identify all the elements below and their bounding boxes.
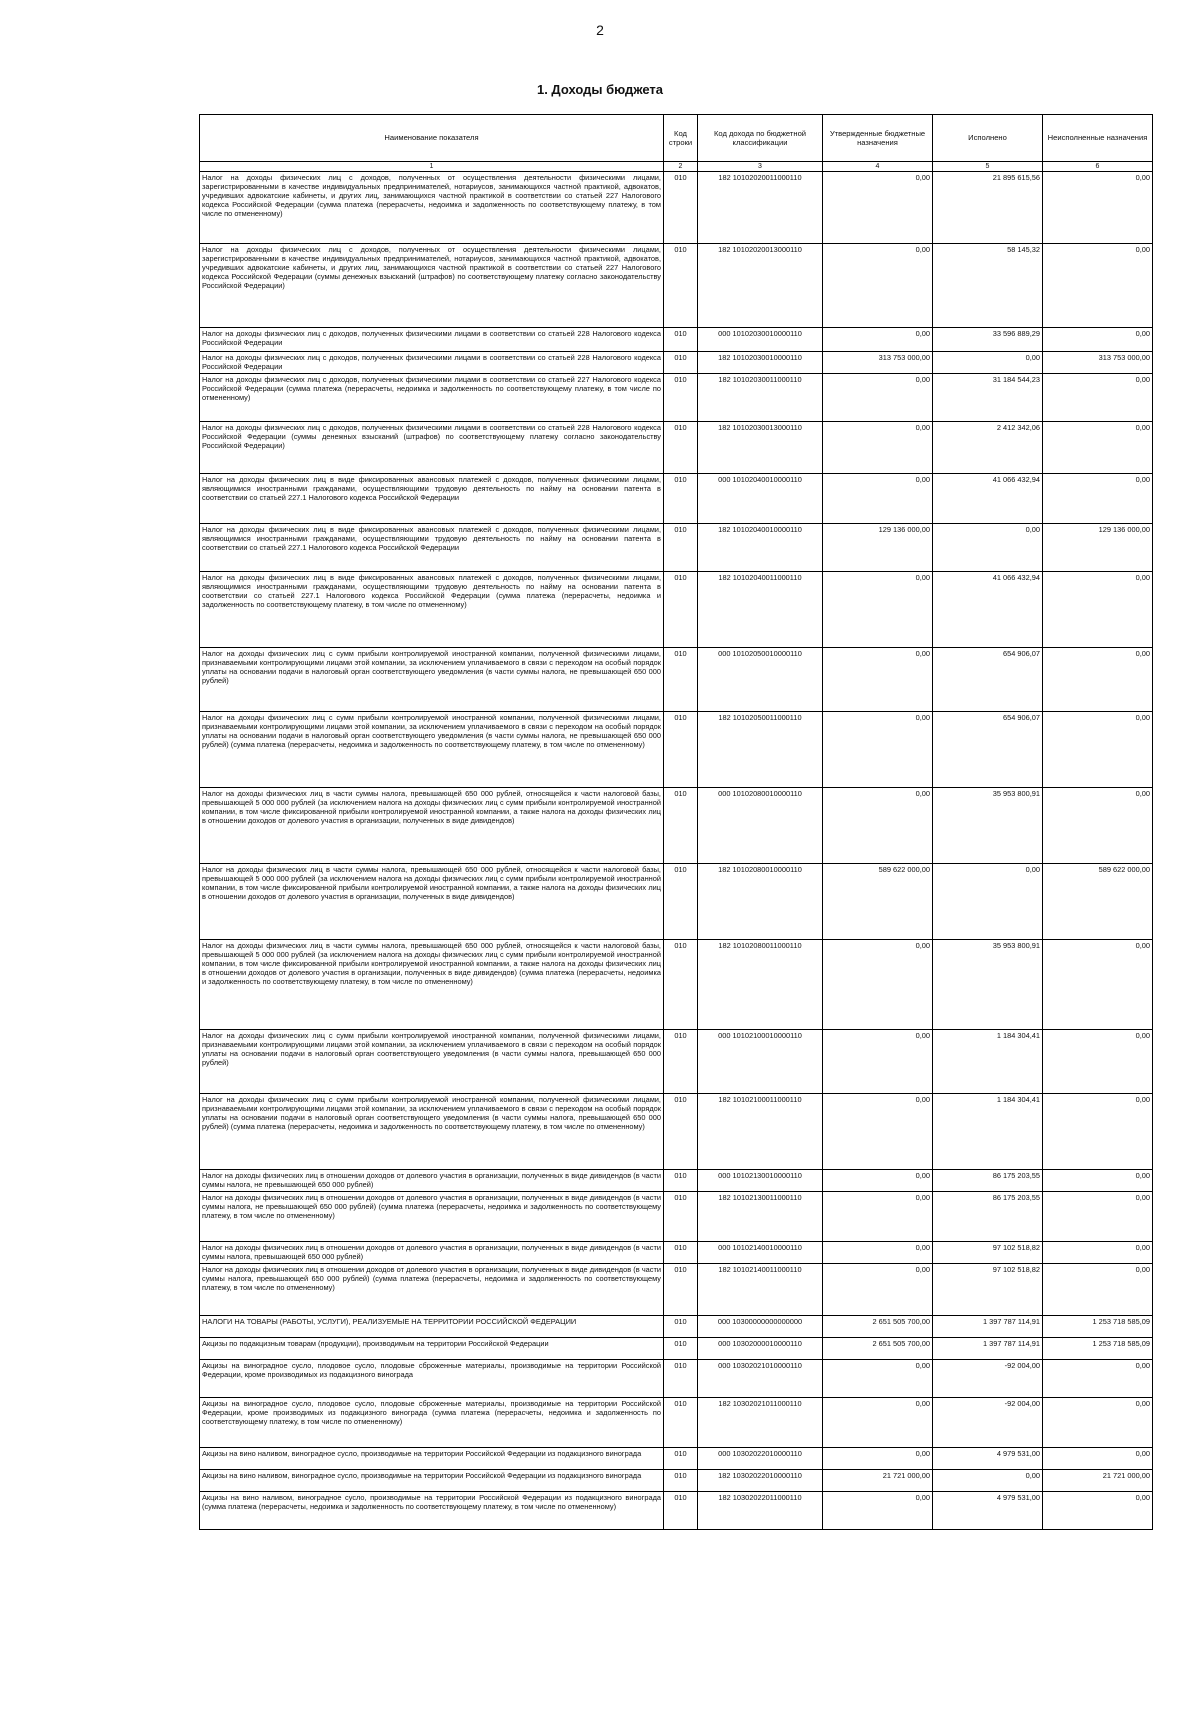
row-kbk: 182 10102030011000110: [698, 374, 823, 422]
row-approved: 0,00: [823, 940, 933, 1030]
row-executed: 41 066 432,94: [933, 474, 1043, 524]
row-approved: 0,00: [823, 244, 933, 328]
row-unexecuted: 0,00: [1043, 1398, 1153, 1448]
table-row: [200, 172, 1153, 244]
row-name: Акцизы на виноградное сусло, плодовое сусло, плодовые сброженные материалы, производимые на территории Российской Федерации, кроме производимых из подакцизного винограда (сумма платежа (перерасчеты, недоимка и задолженность по соответствующему платежу, в том числе по отмененному): [200, 1398, 664, 1448]
row-kbk: 182 10302021011000110: [698, 1398, 823, 1448]
row-code: 010: [664, 940, 698, 1030]
table-body: [200, 172, 1153, 1530]
row-unexecuted: 0,00: [1043, 1030, 1153, 1094]
table-row: [200, 940, 1153, 1030]
row-kbk: 182 10102030010000110: [698, 352, 823, 374]
table-row: [200, 1470, 1153, 1492]
row-name: Налог на доходы физических лиц в отношении доходов от долевого участия в организации, полученных в виде дивидендов (в части суммы налога, превышающей 650 000 рублей): [200, 1242, 664, 1264]
row-name: Акцизы на вино наливом, виноградное сусло, производимые на территории Российской Федерации из подакцизного винограда: [200, 1470, 664, 1492]
row-code: 010: [664, 572, 698, 648]
row-name: Акцизы по подакцизным товарам (продукции), производимым на территории Российской Федерации: [200, 1338, 664, 1360]
row-kbk: 000 10102080010000110: [698, 788, 823, 864]
table-row: [200, 244, 1153, 328]
row-name: Акцизы на виноградное сусло, плодовое сусло, плодовые сброженные материалы, производимые на территории Российской Федерации, кроме производимых из подакцизного винограда: [200, 1360, 664, 1398]
row-unexecuted: 129 136 000,00: [1043, 524, 1153, 572]
row-kbk: 000 10102130010000110: [698, 1170, 823, 1192]
header-unexecuted: Неисполненные назначения: [1043, 115, 1153, 162]
row-approved: 589 622 000,00: [823, 864, 933, 940]
table-row: [200, 328, 1153, 352]
table-row: [200, 1398, 1153, 1448]
row-code: 010: [664, 374, 698, 422]
row-executed: 0,00: [933, 524, 1043, 572]
row-kbk: 182 10102040011000110: [698, 572, 823, 648]
row-kbk: 182 10102020013000110: [698, 244, 823, 328]
row-code: 010: [664, 328, 698, 352]
table-row: [200, 1094, 1153, 1170]
row-code: 010: [664, 1470, 698, 1492]
row-approved: 2 651 505 700,00: [823, 1338, 933, 1360]
row-approved: 0,00: [823, 1360, 933, 1398]
row-executed: 654 906,07: [933, 712, 1043, 788]
column-number: 3: [698, 162, 823, 172]
row-name: Налог на доходы физических лиц с доходов, полученных физическими лицами в соответствии со статьей 228 Налогового кодекса Российской Федерации (суммы денежных взысканий (штрафов) по соответствующему платежу согласно законодательству Российской Федерации): [200, 422, 664, 474]
row-code: 010: [664, 524, 698, 572]
row-approved: 0,00: [823, 1192, 933, 1242]
row-kbk: 182 10102040010000110: [698, 524, 823, 572]
row-executed: 4 979 531,00: [933, 1448, 1043, 1470]
row-kbk: 182 10102140011000110: [698, 1264, 823, 1316]
row-approved: 21 721 000,00: [823, 1470, 933, 1492]
row-unexecuted: 0,00: [1043, 172, 1153, 244]
table-row: [200, 1242, 1153, 1264]
row-approved: 0,00: [823, 1030, 933, 1094]
row-name: Налог на доходы физических лиц в отношении доходов от долевого участия в организации, полученных в виде дивидендов (в части суммы налога, превышающей 650 000 рублей) (сумма платежа (перерасчеты, недоимка и задолженность по соответствующему платежу, в том числе по отмененному): [200, 1264, 664, 1316]
row-kbk: 000 10302021010000110: [698, 1360, 823, 1398]
row-unexecuted: 0,00: [1043, 1360, 1153, 1398]
table-row: [200, 864, 1153, 940]
row-approved: 0,00: [823, 374, 933, 422]
table-row: [200, 648, 1153, 712]
row-name: Налог на доходы физических лиц в виде фиксированных авансовых платежей с доходов, полученных физическими лицами, являющимися иностранными гражданами, осуществляющими трудовую деятельность по найму на основании патента в соответствии со статьей 227.1 Налогового кодекса Российской Федерации (сумма платежа (перерасчеты, недоимка и задолженность по соответствующему платежу, в том числе по отмененному): [200, 572, 664, 648]
row-name: Налог на доходы физических лиц с доходов, полученных от осуществления деятельности физическими лицами, зарегистрированными в качестве индивидуальных предпринимателей, нотариусов, занимающихся частной практикой, адвокатов, учредивших адвокатские кабинеты, и других лиц, занимающихся частной практикой в соответствии со статьей 227 Налогового кодекса Российской Федерации (суммы денежных взысканий (штрафов) по соответствующему платежу согласно законодательству Российской Федерации): [200, 244, 664, 328]
row-unexecuted: 0,00: [1043, 474, 1153, 524]
row-code: 010: [664, 1316, 698, 1338]
table-row: [200, 788, 1153, 864]
row-approved: 0,00: [823, 712, 933, 788]
header-name: Наименование показателя: [200, 115, 664, 162]
row-executed: 41 066 432,94: [933, 572, 1043, 648]
row-executed: 97 102 518,82: [933, 1242, 1043, 1264]
row-kbk: 000 10102100010000110: [698, 1030, 823, 1094]
row-executed: 1 397 787 114,91: [933, 1316, 1043, 1338]
row-unexecuted: 0,00: [1043, 374, 1153, 422]
row-name: Налог на доходы физических лиц с сумм прибыли контролируемой иностранной компании, полученной физическими лицами, признаваемыми контролирующими лицами этой компании, за исключением уплачиваемого в связи с переходом на особый порядок уплаты на основании подачи в налоговый орган соответствующего уведомления (в части суммы налога, превышающей 650 000 рублей): [200, 1030, 664, 1094]
row-name: Налог на доходы физических лиц с сумм прибыли контролируемой иностранной компании, полученной физическими лицами, признаваемыми контролирующими лицами этой компании, за исключением уплачиваемого в связи с переходом на особый порядок уплаты на основании подачи в налоговый орган соответствующего уведомления (в части суммы налога, не превышающей 650 000 рублей) (сумма платежа (перерасчеты, недоимка и задолженность по соответствующему платежу, в том числе по отмененному): [200, 712, 664, 788]
row-kbk: 182 10102100011000110: [698, 1094, 823, 1170]
row-executed: 0,00: [933, 864, 1043, 940]
table-row: [200, 1316, 1153, 1338]
table-row: [200, 1338, 1153, 1360]
row-executed: 1 184 304,41: [933, 1094, 1043, 1170]
table-row: [200, 374, 1153, 422]
row-kbk: 182 10102030013000110: [698, 422, 823, 474]
revenue-table: [199, 114, 1153, 1530]
column-number: 2: [664, 162, 698, 172]
header-approved: Утвержденные бюджетные назначения: [823, 115, 933, 162]
row-kbk: 182 10102020011000110: [698, 172, 823, 244]
row-name: Налог на доходы физических лиц с доходов, полученных физическими лицами в соответствии со статьей 227 Налогового кодекса Российской Федерации (сумма платежа (перерасчеты, недоимка и задолженность по соответствующему платежу, в том числе по отмененному): [200, 374, 664, 422]
table-row: [200, 474, 1153, 524]
row-code: 010: [664, 1192, 698, 1242]
page-number: 2: [596, 22, 604, 38]
row-unexecuted: 0,00: [1043, 712, 1153, 788]
table-row: [200, 1492, 1153, 1530]
table-row: [200, 1030, 1153, 1094]
row-code: 010: [664, 712, 698, 788]
row-executed: -92 004,00: [933, 1398, 1043, 1448]
row-executed: 35 953 800,91: [933, 940, 1043, 1030]
column-number: 1: [200, 162, 664, 172]
row-name: НАЛОГИ НА ТОВАРЫ (РАБОТЫ, УСЛУГИ), РЕАЛИЗУЕМЫЕ НА ТЕРРИТОРИИ РОССИЙСКОЙ ФЕДЕРАЦИИ: [200, 1316, 664, 1338]
row-unexecuted: 313 753 000,00: [1043, 352, 1153, 374]
row-approved: 0,00: [823, 328, 933, 352]
header-kbk: Код дохода по бюджетной классификации: [698, 115, 823, 162]
column-number: 6: [1043, 162, 1153, 172]
row-name: Акцизы на вино наливом, виноградное сусло, производимые на территории Российской Федерации из подакцизного винограда: [200, 1448, 664, 1470]
row-code: 010: [664, 1030, 698, 1094]
row-name: Налог на доходы физических лиц с сумм прибыли контролируемой иностранной компании, полученной физическими лицами, признаваемыми контролирующими лицами этой компании, за исключением уплачиваемого в связи с переходом на особый порядок уплаты на основании подачи в налоговый орган соответствующего уведомления (в части суммы налога, не превышающей 650 000 рублей): [200, 648, 664, 712]
row-kbk: 000 10300000000000000: [698, 1316, 823, 1338]
row-code: 010: [664, 1398, 698, 1448]
row-name: Налог на доходы физических лиц с доходов, полученных от осуществления деятельности физическими лицами, зарегистрированными в качестве индивидуальных предпринимателей, нотариусов, занимающихся частной практикой, адвокатов, учредивших адвокатские кабинеты, и других лиц, занимающихся частной практикой в соответствии со статьей 227 Налогового кодекса Российской Федерации (сумма платежа (перерасчеты, недоимка и задолженность по соответствующему платежу, в том числе по отмененному): [200, 172, 664, 244]
row-kbk: 000 10102030010000110: [698, 328, 823, 352]
row-unexecuted: 0,00: [1043, 940, 1153, 1030]
row-name: Налог на доходы физических лиц в части суммы налога, превышающей 650 000 рублей, относящейся к части налоговой базы, превышающей 5 000 000 рублей (за исключением налога на доходы физических лиц с сумм прибыли контролируемой иностранной компании, в том числе фиксированной прибыли контролируемой иностранной компании, а также налога на доходы физических лиц в отношении доходов от долевого участия в организации, полученных в виде дивидендов): [200, 864, 664, 940]
row-code: 010: [664, 1170, 698, 1192]
row-executed: 2 412 342,06: [933, 422, 1043, 474]
row-unexecuted: 0,00: [1043, 788, 1153, 864]
row-kbk: 000 10102040010000110: [698, 474, 823, 524]
row-executed: 97 102 518,82: [933, 1264, 1043, 1316]
table-row: [200, 572, 1153, 648]
row-executed: 35 953 800,91: [933, 788, 1043, 864]
row-approved: 0,00: [823, 788, 933, 864]
row-kbk: 000 10102050010000110: [698, 648, 823, 712]
row-name: Налог на доходы физических лиц с сумм прибыли контролируемой иностранной компании, полученной физическими лицами, признаваемыми контролирующими лицами этой компании, за исключением уплачиваемого в связи с переходом на особый порядок уплаты на основании подачи в налоговый орган соответствующего уведомления (в части суммы налога, превышающей 650 000 рублей) (сумма платежа (перерасчеты, недоимка и задолженность по соответствующему платежу, в том числе по отмененному): [200, 1094, 664, 1170]
row-unexecuted: 0,00: [1043, 1170, 1153, 1192]
row-unexecuted: 21 721 000,00: [1043, 1470, 1153, 1492]
row-approved: 0,00: [823, 172, 933, 244]
row-unexecuted: 0,00: [1043, 1492, 1153, 1530]
row-executed: 86 175 203,55: [933, 1192, 1043, 1242]
row-executed: 1 397 787 114,91: [933, 1338, 1043, 1360]
row-approved: 129 136 000,00: [823, 524, 933, 572]
row-kbk: 182 10102080010000110: [698, 864, 823, 940]
row-code: 010: [664, 788, 698, 864]
table-row: [200, 1360, 1153, 1398]
row-executed: 33 596 889,29: [933, 328, 1043, 352]
row-name: Налог на доходы физических лиц с доходов, полученных физическими лицами в соответствии со статьей 228 Налогового кодекса Российской Федерации: [200, 328, 664, 352]
table-row: [200, 1170, 1153, 1192]
row-kbk: 000 10302000010000110: [698, 1338, 823, 1360]
row-executed: 4 979 531,00: [933, 1492, 1043, 1530]
row-approved: 0,00: [823, 422, 933, 474]
row-kbk: 182 10102050011000110: [698, 712, 823, 788]
row-approved: 0,00: [823, 1094, 933, 1170]
row-kbk: 000 10102140010000110: [698, 1242, 823, 1264]
row-unexecuted: 0,00: [1043, 422, 1153, 474]
row-approved: 313 753 000,00: [823, 352, 933, 374]
row-code: 010: [664, 1242, 698, 1264]
table-row: [200, 1448, 1153, 1470]
row-approved: 0,00: [823, 1398, 933, 1448]
row-approved: 0,00: [823, 1264, 933, 1316]
table-row: [200, 1192, 1153, 1242]
row-unexecuted: 0,00: [1043, 328, 1153, 352]
row-kbk: 000 10302022010000110: [698, 1448, 823, 1470]
row-code: 010: [664, 648, 698, 712]
row-name: Налог на доходы физических лиц в виде фиксированных авансовых платежей с доходов, полученных физическими лицами, являющимися иностранными гражданами, осуществляющими трудовую деятельность по найму на основании патента в соответствии со статьей 227.1 Налогового кодекса Российской Федерации: [200, 474, 664, 524]
row-approved: 2 651 505 700,00: [823, 1316, 933, 1338]
row-code: 010: [664, 1338, 698, 1360]
row-executed: 0,00: [933, 1470, 1043, 1492]
row-unexecuted: 0,00: [1043, 1264, 1153, 1316]
table-row: [200, 712, 1153, 788]
section-title: 1. Доходы бюджета: [536, 82, 664, 97]
row-unexecuted: 1 253 718 585,09: [1043, 1316, 1153, 1338]
header-executed: Исполнено: [933, 115, 1043, 162]
row-unexecuted: 0,00: [1043, 1094, 1153, 1170]
table-row: [200, 524, 1153, 572]
table-row: [200, 1264, 1153, 1316]
row-code: 010: [664, 352, 698, 374]
row-unexecuted: 0,00: [1043, 1448, 1153, 1470]
row-approved: 0,00: [823, 1492, 933, 1530]
row-executed: 31 184 544,23: [933, 374, 1043, 422]
row-code: 010: [664, 244, 698, 328]
row-code: 010: [664, 474, 698, 524]
column-number: 4: [823, 162, 933, 172]
row-code: 010: [664, 864, 698, 940]
row-executed: 654 906,07: [933, 648, 1043, 712]
row-name: Налог на доходы физических лиц с доходов, полученных физическими лицами в соответствии со статьей 228 Налогового кодекса Российской Федерации: [200, 352, 664, 374]
row-unexecuted: 0,00: [1043, 1242, 1153, 1264]
row-approved: 0,00: [823, 572, 933, 648]
row-executed: 58 145,32: [933, 244, 1043, 328]
row-unexecuted: 0,00: [1043, 1192, 1153, 1242]
row-executed: 0,00: [933, 352, 1043, 374]
row-code: 010: [664, 1264, 698, 1316]
row-approved: 0,00: [823, 1242, 933, 1264]
row-name: Акцизы на вино наливом, виноградное сусло, производимые на территории Российской Федерации из подакцизного винограда (сумма платежа (перерасчеты, недоимка и задолженность по соответствующему платежу, в том числе по отмененному): [200, 1492, 664, 1530]
row-executed: 21 895 615,56: [933, 172, 1043, 244]
row-approved: 0,00: [823, 1448, 933, 1470]
row-name: Налог на доходы физических лиц в части суммы налога, превышающей 650 000 рублей, относящейся к части налоговой базы, превышающей 5 000 000 рублей (за исключением налога на доходы физических лиц с сумм прибыли контролируемой иностранной компании, в том числе фиксированной прибыли контролируемой иностранной компании, а также налога на доходы физических лиц в отношении доходов от долевого участия в организации, полученных в виде дивидендов): [200, 788, 664, 864]
table-row: [200, 422, 1153, 474]
row-approved: 0,00: [823, 474, 933, 524]
row-code: 010: [664, 1094, 698, 1170]
row-executed: -92 004,00: [933, 1360, 1043, 1398]
row-kbk: 182 10102080011000110: [698, 940, 823, 1030]
row-kbk: 182 10102130011000110: [698, 1192, 823, 1242]
row-code: 010: [664, 1492, 698, 1530]
row-name: Налог на доходы физических лиц в отношении доходов от долевого участия в организации, полученных в виде дивидендов (в части суммы налога, не превышающей 650 000 рублей): [200, 1170, 664, 1192]
column-number: 5: [933, 162, 1043, 172]
row-unexecuted: 589 622 000,00: [1043, 864, 1153, 940]
row-approved: 0,00: [823, 1170, 933, 1192]
column-numbers-row: [200, 162, 1153, 172]
row-code: 010: [664, 422, 698, 474]
row-unexecuted: 0,00: [1043, 572, 1153, 648]
row-code: 010: [664, 1360, 698, 1398]
row-executed: 1 184 304,41: [933, 1030, 1043, 1094]
table-row: [200, 352, 1153, 374]
row-unexecuted: 0,00: [1043, 648, 1153, 712]
table-header-row: [200, 115, 1153, 162]
header-code: Код строки: [664, 115, 698, 162]
row-kbk: 182 10302022011000110: [698, 1492, 823, 1530]
row-kbk: 182 10302022010000110: [698, 1470, 823, 1492]
row-approved: 0,00: [823, 648, 933, 712]
row-unexecuted: 1 253 718 585,09: [1043, 1338, 1153, 1360]
row-name: Налог на доходы физических лиц в части суммы налога, превышающей 650 000 рублей, относящейся к части налоговой базы, превышающей 5 000 000 рублей (за исключением налога на доходы физических лиц с сумм прибыли контролируемой иностранной компании, в том числе фиксированной прибыли контролируемой иностранной компании, а также налога на доходы физических лиц в отношении доходов от долевого участия в организации, полученных в виде дивидендов) (сумма платежа (перерасчеты, недоимка и задолженность по соответствующему платежу, в том числе по отмененному): [200, 940, 664, 1030]
row-unexecuted: 0,00: [1043, 244, 1153, 328]
row-name: Налог на доходы физических лиц в отношении доходов от долевого участия в организации, полученных в виде дивидендов (в части суммы налога, не превышающей 650 000 рублей) (сумма платежа (перерасчеты, недоимка и задолженность по соответствующему платежу, в том числе по отмененному): [200, 1192, 664, 1242]
row-code: 010: [664, 172, 698, 244]
row-code: 010: [664, 1448, 698, 1470]
row-name: Налог на доходы физических лиц в виде фиксированных авансовых платежей с доходов, полученных физическими лицами, являющимися иностранными гражданами, осуществляющими трудовую деятельность по найму на основании патента в соответствии со статьей 227.1 Налогового кодекса Российской Федерации: [200, 524, 664, 572]
row-executed: 86 175 203,55: [933, 1170, 1043, 1192]
